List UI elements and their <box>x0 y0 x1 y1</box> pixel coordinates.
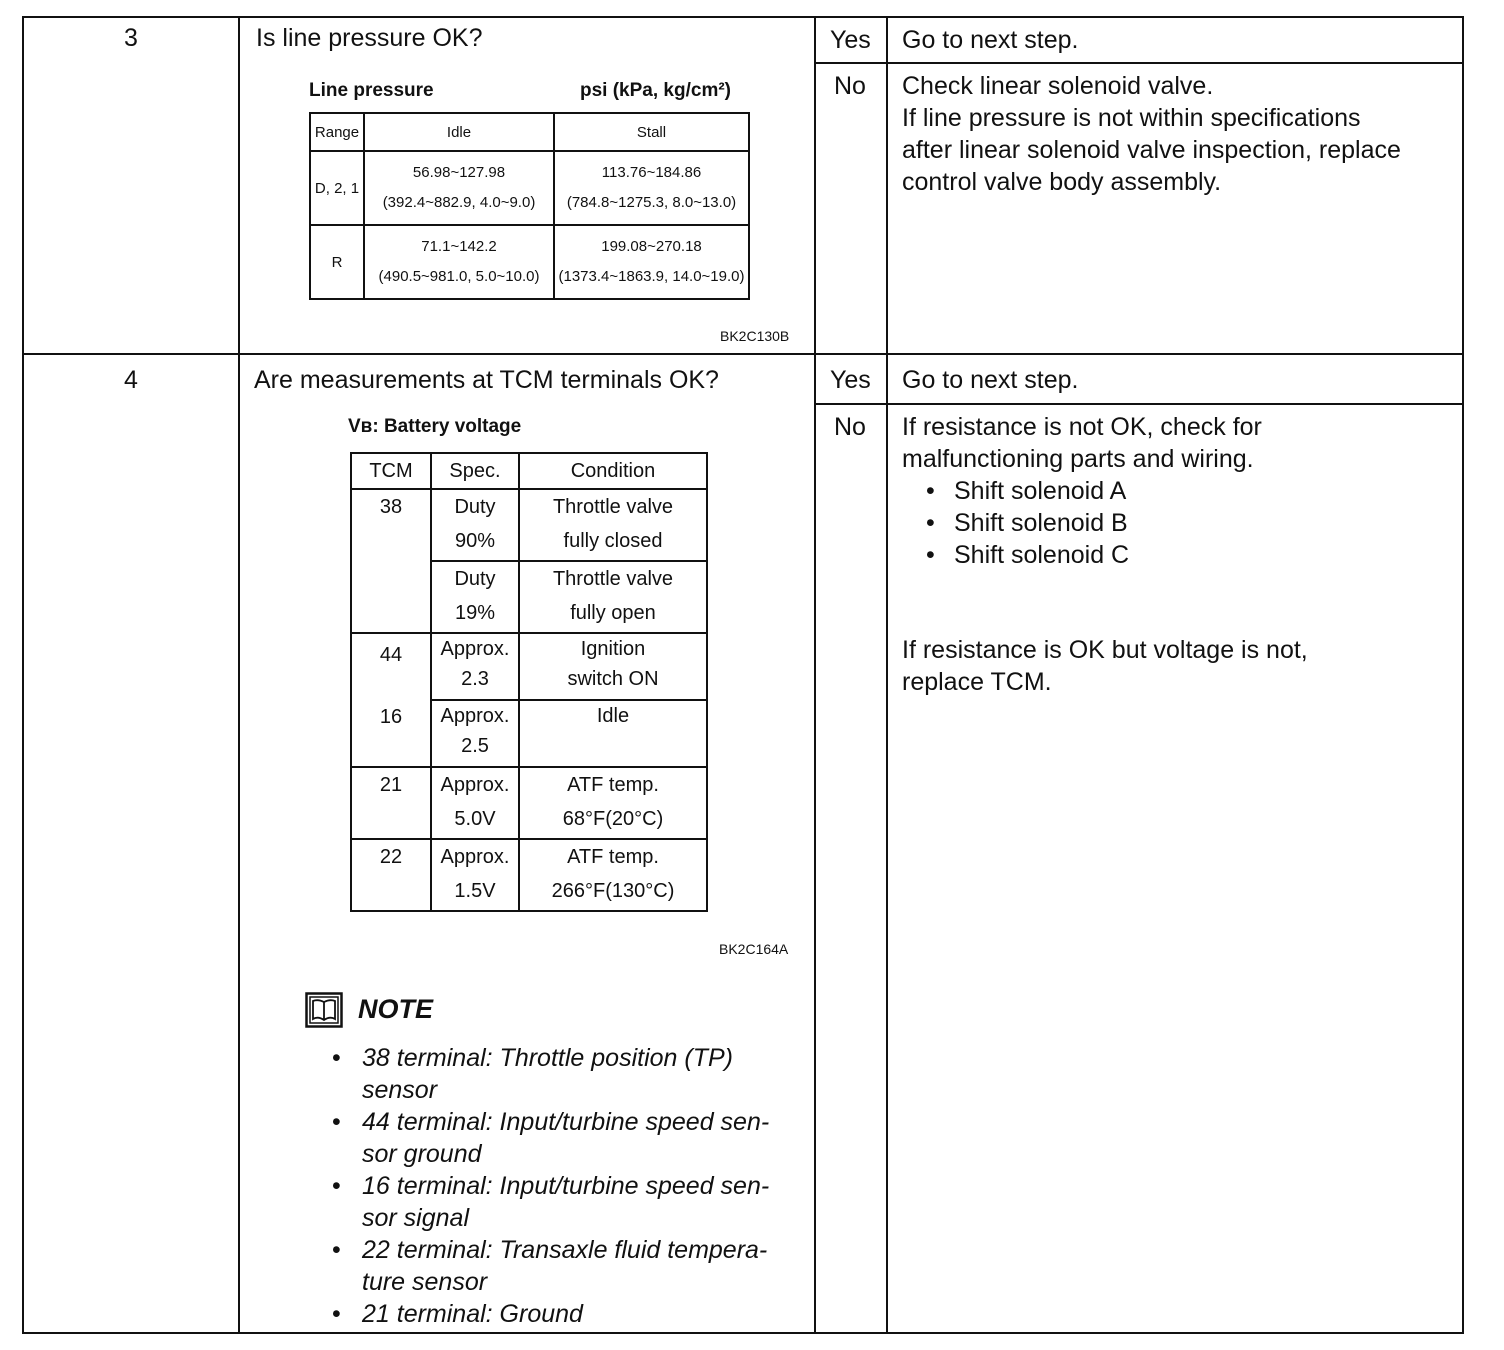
spec-38-open-2: 19% <box>454 602 496 624</box>
note-44-line-2: sor ground <box>362 1140 482 1168</box>
note-item-22 <box>332 1234 804 1298</box>
step-4-no-text-2 <box>902 634 1308 698</box>
header-range: Range <box>310 113 364 151</box>
header-stall: Stall <box>554 113 749 151</box>
cond-16 <box>519 700 707 767</box>
figure-code-step4: BK2C164A <box>719 941 789 957</box>
tcm-22: 22 <box>351 839 431 911</box>
grid-col2 <box>814 16 816 1334</box>
step-3-no-label: No <box>834 72 866 100</box>
note-item-16 <box>332 1170 804 1234</box>
spec-44 <box>431 633 519 700</box>
note-16-line-1: • 16 terminal: Input/turbine speed sen- <box>362 1172 770 1200</box>
spec-44-1: Approx. <box>440 638 510 660</box>
tcm-16: 16 <box>379 706 403 728</box>
idle-d21-kpa: (392.4~882.9, 4.0~9.0) <box>382 194 536 211</box>
cond-21 <box>519 767 707 839</box>
step-3-no-line-3: after linear solenoid valve inspection, replace <box>902 136 1401 164</box>
spec-38-open <box>431 561 519 633</box>
cond-44-2: switch ON <box>567 668 659 690</box>
step-3-no-text <box>902 70 1401 198</box>
spec-38-closed-2: 90% <box>454 530 496 552</box>
grid-step4-yes-no-divider <box>814 403 1464 405</box>
line-pressure-title: Line pressure <box>309 80 434 101</box>
range-r: R <box>310 225 364 299</box>
spec-16 <box>431 700 519 767</box>
step-4-no2-line-1: If resistance is OK but voltage is not, <box>902 636 1308 664</box>
step-4-no2-line-2: replace TCM. <box>902 668 1052 696</box>
book-icon <box>305 992 343 1028</box>
spec-22-2: 1.5V <box>454 880 496 902</box>
grid-left <box>22 16 24 1334</box>
book-icon-svg <box>305 992 343 1028</box>
step-4-no-text <box>902 411 1262 475</box>
stall-d21 <box>554 151 749 225</box>
stall-r-psi: 199.08~270.18 <box>601 238 702 255</box>
cond-22-2: 266°F(130°C) <box>551 880 675 902</box>
step-4-yes-text: Go to next step. <box>902 366 1079 394</box>
figure-code-step3: BK2C130B <box>720 328 790 344</box>
tcm-44: 44 <box>379 644 403 666</box>
note-38-line-1: • 38 terminal: Throttle position (TP) <box>362 1044 733 1072</box>
note-22-line-2: ture sensor <box>362 1268 488 1296</box>
step-4-number: 4 <box>124 366 138 394</box>
grid-col3 <box>886 16 888 1334</box>
note-item-38 <box>332 1042 804 1106</box>
grid-col1 <box>238 16 240 1334</box>
cond-38-open <box>519 561 707 633</box>
idle-r-psi: 71.1~142.2 <box>421 238 497 255</box>
step-4-no-line-2: malfunctioning parts and wiring. <box>902 445 1254 473</box>
step-3-number: 3 <box>124 24 138 52</box>
header-tcm: TCM <box>351 453 431 489</box>
line-pressure-table <box>309 112 750 300</box>
spec-38-open-1: Duty <box>454 568 496 590</box>
spec-38-closed <box>431 489 519 561</box>
range-d21: D, 2, 1 <box>310 151 364 225</box>
solenoid-b: • Shift solenoid B <box>926 507 1129 539</box>
header-idle: Idle <box>364 113 554 151</box>
stall-r <box>554 225 749 299</box>
cond-21-1: ATF temp. <box>567 774 659 796</box>
grid-right <box>1462 16 1464 1334</box>
spec-21 <box>431 767 519 839</box>
cond-16-1: Idle <box>596 705 630 727</box>
line-pressure-units: psi (kPa, kg/cm²) <box>580 80 731 101</box>
cond-38-open-2: fully open <box>570 602 656 624</box>
idle-r-kpa: (490.5~981.0, 5.0~10.0) <box>378 268 540 285</box>
battery-voltage-label: Vʙ: Battery voltage <box>348 416 522 437</box>
spec-16-2: 2.5 <box>461 735 489 757</box>
stall-d21-kpa: (784.8~1275.3, 8.0~13.0) <box>566 194 737 211</box>
step-4-no-label: No <box>834 413 866 441</box>
note-21-line-1: • 21 terminal: Ground <box>362 1300 583 1328</box>
step-4-solenoid-list <box>926 475 1129 571</box>
note-44-line-1: • 44 terminal: Input/turbine speed sen- <box>362 1108 770 1136</box>
solenoid-c: • Shift solenoid C <box>926 539 1129 571</box>
spec-22-1: Approx. <box>440 846 510 868</box>
tcm-21: 21 <box>351 767 431 839</box>
header-spec: Spec. <box>431 453 519 489</box>
note-item-44 <box>332 1106 804 1170</box>
step-4-yes-label: Yes <box>830 366 871 394</box>
tcm-38: 38 <box>351 489 431 633</box>
spec-16-1: Approx. <box>440 705 510 727</box>
spec-21-1: Approx. <box>440 774 510 796</box>
header-condition: Condition <box>519 453 707 489</box>
step-3-no-line-4: control valve body assembly. <box>902 168 1222 196</box>
cond-44 <box>519 633 707 700</box>
note-38-line-2: sensor <box>362 1076 438 1104</box>
note-22-line-1: • 22 terminal: Transaxle fluid tempera- <box>362 1236 768 1264</box>
stall-d21-psi: 113.76~184.86 <box>601 164 702 181</box>
step-3-yes-text: Go to next step. <box>902 26 1079 54</box>
cond-21-2: 68°F(20°C) <box>562 808 664 830</box>
step-3-yes-label: Yes <box>830 26 871 54</box>
idle-d21-psi: 56.98~127.98 <box>412 164 506 181</box>
solenoid-a: • Shift solenoid A <box>926 475 1129 507</box>
spec-44-2: 2.3 <box>461 668 489 690</box>
spec-21-2: 5.0V <box>454 808 496 830</box>
note-16-line-2: sor signal <box>362 1204 469 1232</box>
idle-r <box>364 225 554 299</box>
stall-r-kpa: (1373.4~1863.9, 14.0~19.0) <box>558 268 745 285</box>
cond-22 <box>519 839 707 911</box>
note-list <box>332 1042 804 1330</box>
spec-38-closed-1: Duty <box>454 496 496 518</box>
cond-38-closed-1: Throttle valve <box>552 496 674 518</box>
cond-38-closed <box>519 489 707 561</box>
cond-22-1: ATF temp. <box>567 846 659 868</box>
note-title: NOTE <box>358 994 434 1024</box>
tcm-44-16 <box>351 633 431 767</box>
idle-d21 <box>364 151 554 225</box>
note-item-21 <box>332 1298 804 1330</box>
step-3-question: Is line pressure OK? <box>256 24 483 52</box>
grid-step3-yes-no-divider <box>814 62 1464 64</box>
step-4-no-line-1: If resistance is not OK, check for <box>902 413 1262 441</box>
cond-38-open-1: Throttle valve <box>552 568 674 590</box>
step-4-question: Are measurements at TCM terminals OK? <box>254 366 719 394</box>
tcm-terminal-table <box>350 452 708 912</box>
step-3-no-line-1: Check linear solenoid valve. <box>902 72 1214 100</box>
spec-22 <box>431 839 519 911</box>
step-3-no-line-2: If line pressure is not within specifications <box>902 104 1361 132</box>
cond-44-1: Ignition <box>580 638 646 660</box>
cond-38-closed-2: fully closed <box>563 530 663 552</box>
